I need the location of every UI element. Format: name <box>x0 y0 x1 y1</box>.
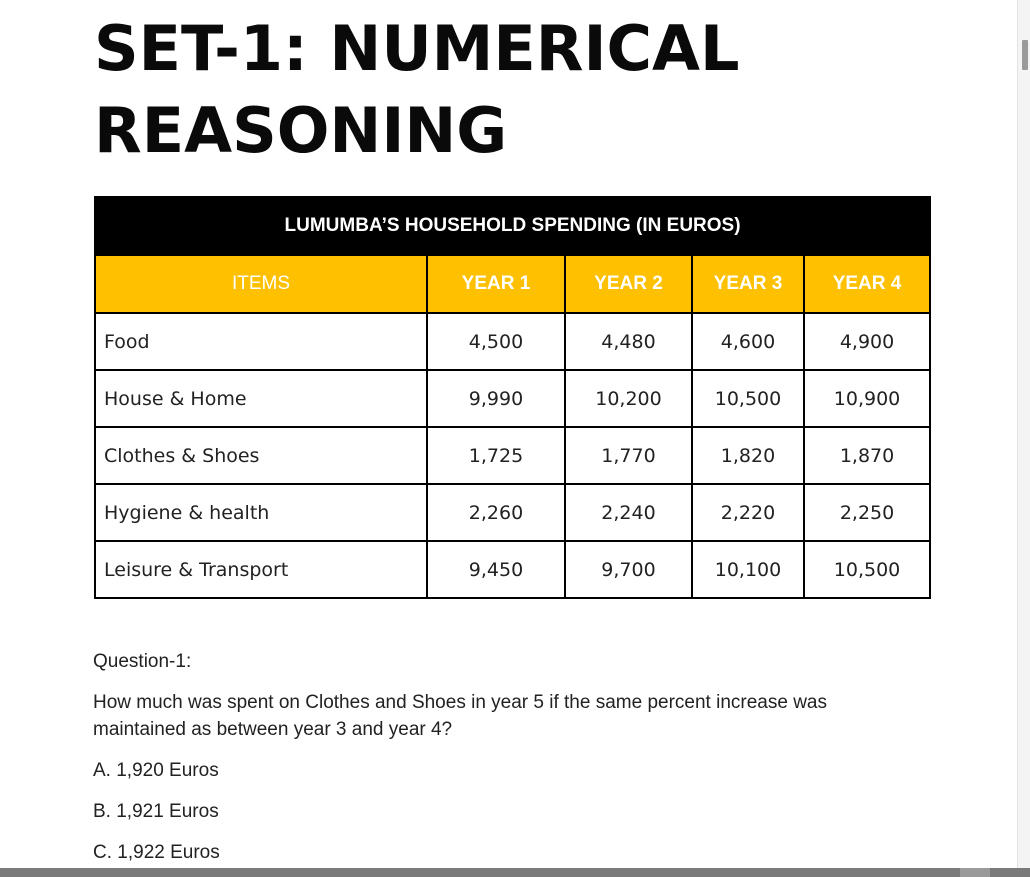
value-cell: 4,500 <box>427 313 565 370</box>
item-cell: Food <box>95 313 427 370</box>
column-header-year-2: YEAR 2 <box>565 255 692 313</box>
table-row <box>95 313 930 370</box>
answer-option-c: C. 1,922 Euros <box>93 842 220 863</box>
answer-option-b: B. 1,921 Euros <box>93 801 219 822</box>
horizontal-scrollbar[interactable] <box>0 868 1030 877</box>
value-cell: 4,900 <box>804 313 930 370</box>
table-row <box>95 484 930 541</box>
column-header-year-4: YEAR 4 <box>804 255 930 313</box>
value-cell: 10,200 <box>565 370 692 427</box>
vertical-scrollbar-thumb[interactable] <box>1022 40 1028 70</box>
page-title <box>94 8 914 172</box>
value-cell: 10,900 <box>804 370 930 427</box>
value-cell: 2,240 <box>565 484 692 541</box>
item-cell: Hygiene & health <box>95 484 427 541</box>
column-header-items: ITEMS <box>95 255 427 313</box>
page-title-line1: SET-1: NUMERICAL <box>94 12 740 85</box>
value-cell: 9,990 <box>427 370 565 427</box>
value-cell: 2,220 <box>692 484 804 541</box>
question-label: Question-1: <box>93 651 192 672</box>
value-cell: 1,820 <box>692 427 804 484</box>
table-row <box>95 541 930 598</box>
page-title-line2: REASONING <box>94 94 508 167</box>
value-cell: 10,100 <box>692 541 804 598</box>
table-caption-row <box>95 197 930 255</box>
question-text: How much was spent on Clothes and Shoes in year 5 if the same percent increase was maintained as between year 3 and year 4? <box>93 692 827 740</box>
table-row <box>95 427 930 484</box>
value-cell: 1,770 <box>565 427 692 484</box>
value-cell: 2,260 <box>427 484 565 541</box>
question-block <box>93 648 923 877</box>
item-cell: House & Home <box>95 370 427 427</box>
item-cell: Clothes & Shoes <box>95 427 427 484</box>
value-cell: 9,700 <box>565 541 692 598</box>
value-cell: 10,500 <box>692 370 804 427</box>
value-cell: 9,450 <box>427 541 565 598</box>
household-spending-table <box>94 196 931 599</box>
column-header-year-3: YEAR 3 <box>692 255 804 313</box>
value-cell: 1,870 <box>804 427 930 484</box>
value-cell: 2,250 <box>804 484 930 541</box>
item-cell: Leisure & Transport <box>95 541 427 598</box>
table-caption: LUMUMBA’S HOUSEHOLD SPENDING (IN EUROS) <box>95 197 930 255</box>
vertical-scrollbar[interactable] <box>1017 0 1030 868</box>
horizontal-scrollbar-thumb[interactable] <box>960 868 990 877</box>
table-row <box>95 370 930 427</box>
value-cell: 1,725 <box>427 427 565 484</box>
value-cell: 4,600 <box>692 313 804 370</box>
column-header-year-1: YEAR 1 <box>427 255 565 313</box>
table-header-row <box>95 255 930 313</box>
answer-option-a: A. 1,920 Euros <box>93 760 219 781</box>
value-cell: 4,480 <box>565 313 692 370</box>
value-cell: 10,500 <box>804 541 930 598</box>
